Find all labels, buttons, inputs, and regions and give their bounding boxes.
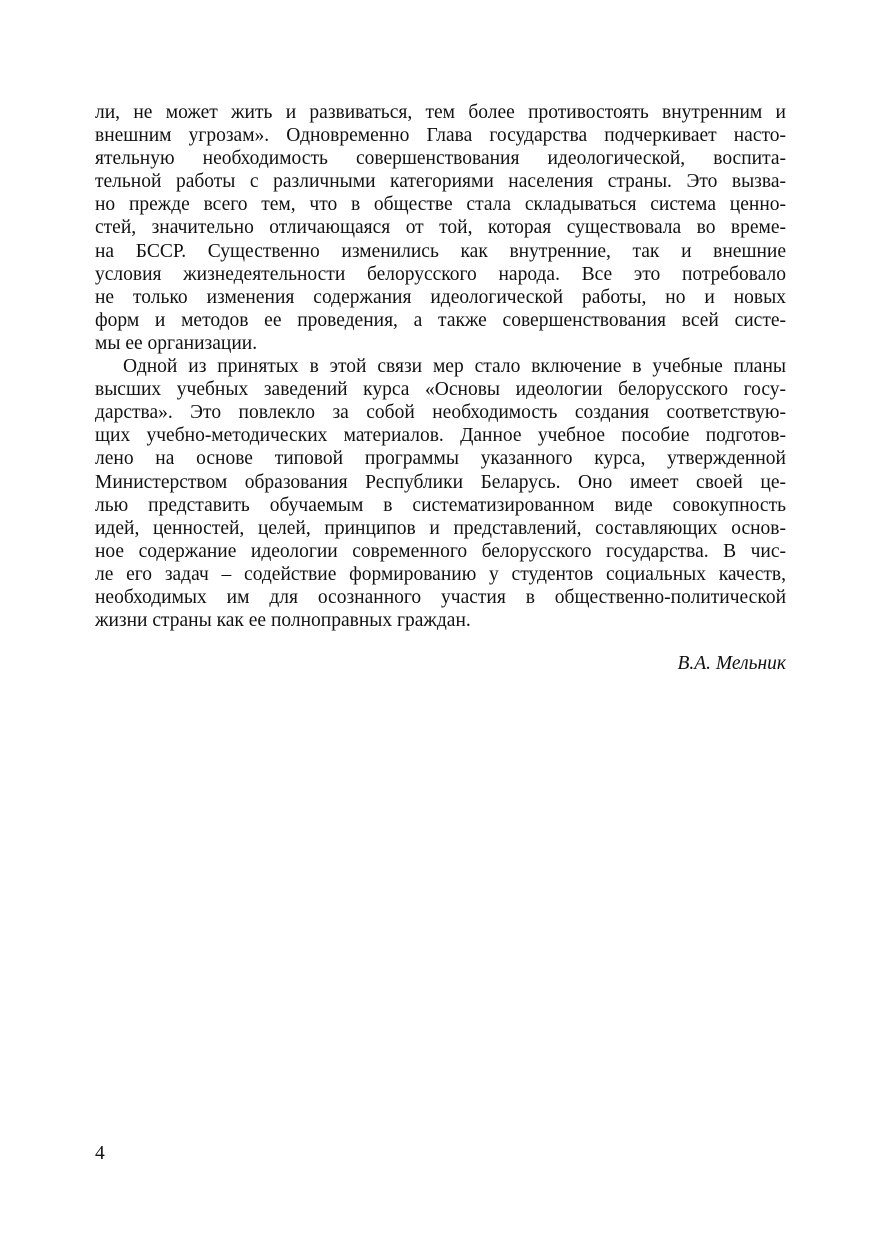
- text-line: ле его задач – содействие формированию у студентов социальных качеств,: [95, 563, 786, 585]
- text-line: щих учебно-методических материалов. Данное учебное пособие подготов-: [95, 425, 786, 447]
- paragraph-2: [95, 355, 786, 632]
- text-line: ное содержание идеологии современного белорусского государства. В чис-: [95, 540, 786, 562]
- text-line: условия жизнедеятельности белорусского народа. Все это потребовало: [95, 263, 786, 285]
- text-line: высших учебных заведений курса «Основы идеологии белорусского госу-: [95, 379, 786, 401]
- text-line: но прежде всего тем, что в обществе стала складываться система ценно-: [95, 194, 786, 216]
- text-line: ятельную необходимость совершенствования идеологической, воспита-: [95, 148, 786, 170]
- text-line: лью представить обучаемым в систематизированном виде совокупность: [95, 494, 786, 516]
- text-line: тельной работы с различными категориями населения страны. Это вызва-: [95, 171, 786, 193]
- paragraph-1: [95, 101, 786, 355]
- text-line: стей, значительно отличающаяся от той, которая существовала во време-: [95, 217, 786, 239]
- text-line: идей, ценностей, целей, принципов и представлений, составляющих основ-: [95, 517, 786, 539]
- text-line: Одной из принятых в этой связи мер стало включение в учебные планы: [123, 356, 786, 378]
- text-line: Министерством образования Республики Беларусь. Оно имеет своей це-: [95, 471, 786, 493]
- text-line: форм и методов ее проведения, а также совершенствования всей систе-: [95, 309, 786, 331]
- text-line: необходимых им для осознанного участия в общественно-политической: [95, 586, 786, 608]
- text-line: не только изменения содержания идеологической работы, но и новых: [95, 286, 786, 308]
- text-line: мы ее организации.: [95, 332, 258, 354]
- text-line: внешним угрозам». Одновременно Глава государства подчеркивает насто-: [95, 125, 786, 147]
- text-line: дарства». Это повлекло за собой необходимость создания соответствую-: [95, 402, 786, 424]
- text-line: на БССР. Существенно изменились как внутренние, так и внешние: [95, 240, 786, 262]
- text-line: жизни страны как ее полноправных граждан.: [95, 610, 471, 632]
- author-signature: В.А. Мельник: [677, 653, 786, 674]
- text-line: лено на основе типовой программы указанного курса, утвержденной: [95, 448, 786, 470]
- text-line: ли, не может жить и развиваться, тем более противостоять внутренним и: [95, 102, 786, 123]
- page-number: 4: [95, 1143, 105, 1164]
- body-text: [95, 101, 786, 632]
